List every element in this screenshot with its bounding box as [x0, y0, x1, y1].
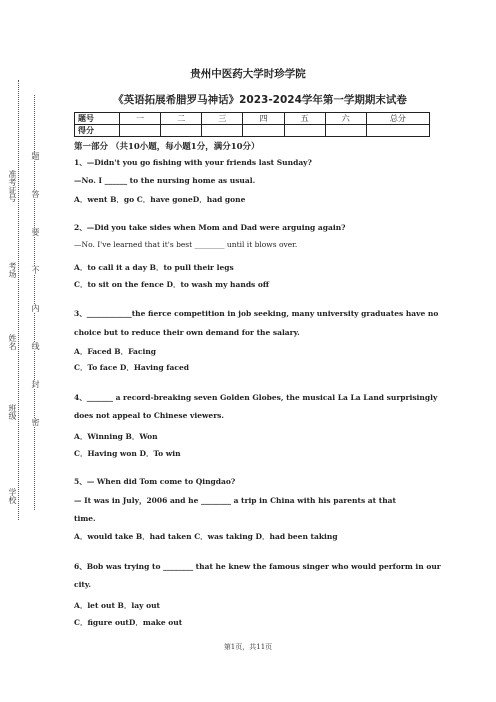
question-5-stem: time. [74, 514, 96, 523]
score-header-cell: 总分 [366, 113, 429, 125]
question-6-options: A．let out B．lay out [74, 601, 160, 610]
seal-char: 内 [31, 304, 40, 312]
binding-strip [0, 0, 60, 702]
seal-char: 密 [31, 418, 40, 426]
seal-char: 不 [31, 266, 40, 274]
score-header-cell: 五 [284, 113, 325, 125]
score-cell [120, 125, 161, 137]
score-row-label: 得分 [75, 125, 120, 137]
question-4-stem: does not appeal to Chinese viewers. [74, 411, 224, 420]
exam-title: 《英语拓展希腊罗马神话》2023-2024学年第一学期期末试卷 [113, 94, 407, 106]
question-2-stem: 2、—Did you take sides when Mom and Dad were arguing again? [74, 223, 346, 232]
question-4-options: C．Having won D．To win [74, 449, 181, 458]
question-3-options: A．Faced B．Facing [74, 347, 157, 356]
score-cell [366, 125, 429, 137]
score-header-cell: 一 [120, 113, 161, 125]
question-3-stem: 3、____________the fierce competition in job seeking, many university graduates have no [74, 309, 439, 318]
seal-char: 线 [31, 342, 40, 350]
question-6-stem: 6、Bob was trying to ________ that he knew the famous singer who would perform in our [74, 562, 441, 571]
question-5-stem: — It was in July，2006 and he ________ a trip in China with his parents at that [74, 496, 396, 505]
label-school: 学校 [8, 488, 17, 504]
score-cell [243, 125, 284, 137]
question-4-stem: 4、_______ a record-breaking seven Golden Globes, the musical La La Land surprisingly [74, 393, 438, 402]
label-name: 姓名 [8, 334, 17, 350]
question-1-stem: —No. I ______ to the nursing home as usual. [74, 176, 256, 185]
score-table-header-row [75, 113, 430, 125]
question-5-options: A．would take B．had taken C．was taking D．had been taking [74, 532, 338, 541]
question-2-options: C．to sit on the fence D．to wash my hands off [74, 280, 270, 289]
seal-char: 答 [31, 190, 40, 198]
label-class: 班级 [8, 404, 17, 420]
question-5-stem: 5、— When did Tom come to Qingdao? [74, 477, 236, 486]
page-footer: 第1页，共11页 [223, 643, 273, 651]
score-header-cell: 题号 [75, 113, 120, 125]
school-name: 贵州中医药大学时珍学院 [190, 68, 306, 80]
score-table [74, 112, 430, 137]
score-header-cell: 六 [325, 113, 366, 125]
question-4-options: A．Winning B．Won [74, 432, 158, 441]
score-header-cell: 二 [161, 113, 202, 125]
question-2-stem: —No. I've learned that it's best ________ until it blows over. [74, 240, 298, 249]
score-cell [202, 125, 243, 137]
question-6-stem: city. [74, 580, 91, 589]
question-1-options: A．went B．go C．have goneD．had gone [74, 195, 246, 204]
score-cell [161, 125, 202, 137]
label-exam-room: 考场 [8, 262, 17, 278]
question-2-options: A．to call it a day B．to pull their legs [74, 263, 234, 272]
question-3-options: C．To face D．Having faced [74, 363, 189, 372]
question-1-stem: 1、—Didn't you go fishing with your friends last Sunday? [74, 158, 312, 167]
seal-char: 题 [31, 152, 40, 160]
part-heading: 第一部分 （共10小题，每小题1分，满分10分） [74, 142, 260, 152]
label-exam-number: 准考证号 [8, 170, 17, 202]
score-cell [284, 125, 325, 137]
score-table-score-row [75, 125, 430, 137]
score-header-cell: 三 [202, 113, 243, 125]
score-cell [325, 125, 366, 137]
score-header-cell: 四 [243, 113, 284, 125]
seal-char: 要 [31, 228, 40, 236]
seal-char: 封 [31, 380, 40, 388]
question-3-stem: choice but to reduce their own demand for the salary. [74, 328, 300, 337]
question-6-options: C．figure outD．make out [74, 618, 183, 627]
seal-line-outer [18, 80, 19, 520]
